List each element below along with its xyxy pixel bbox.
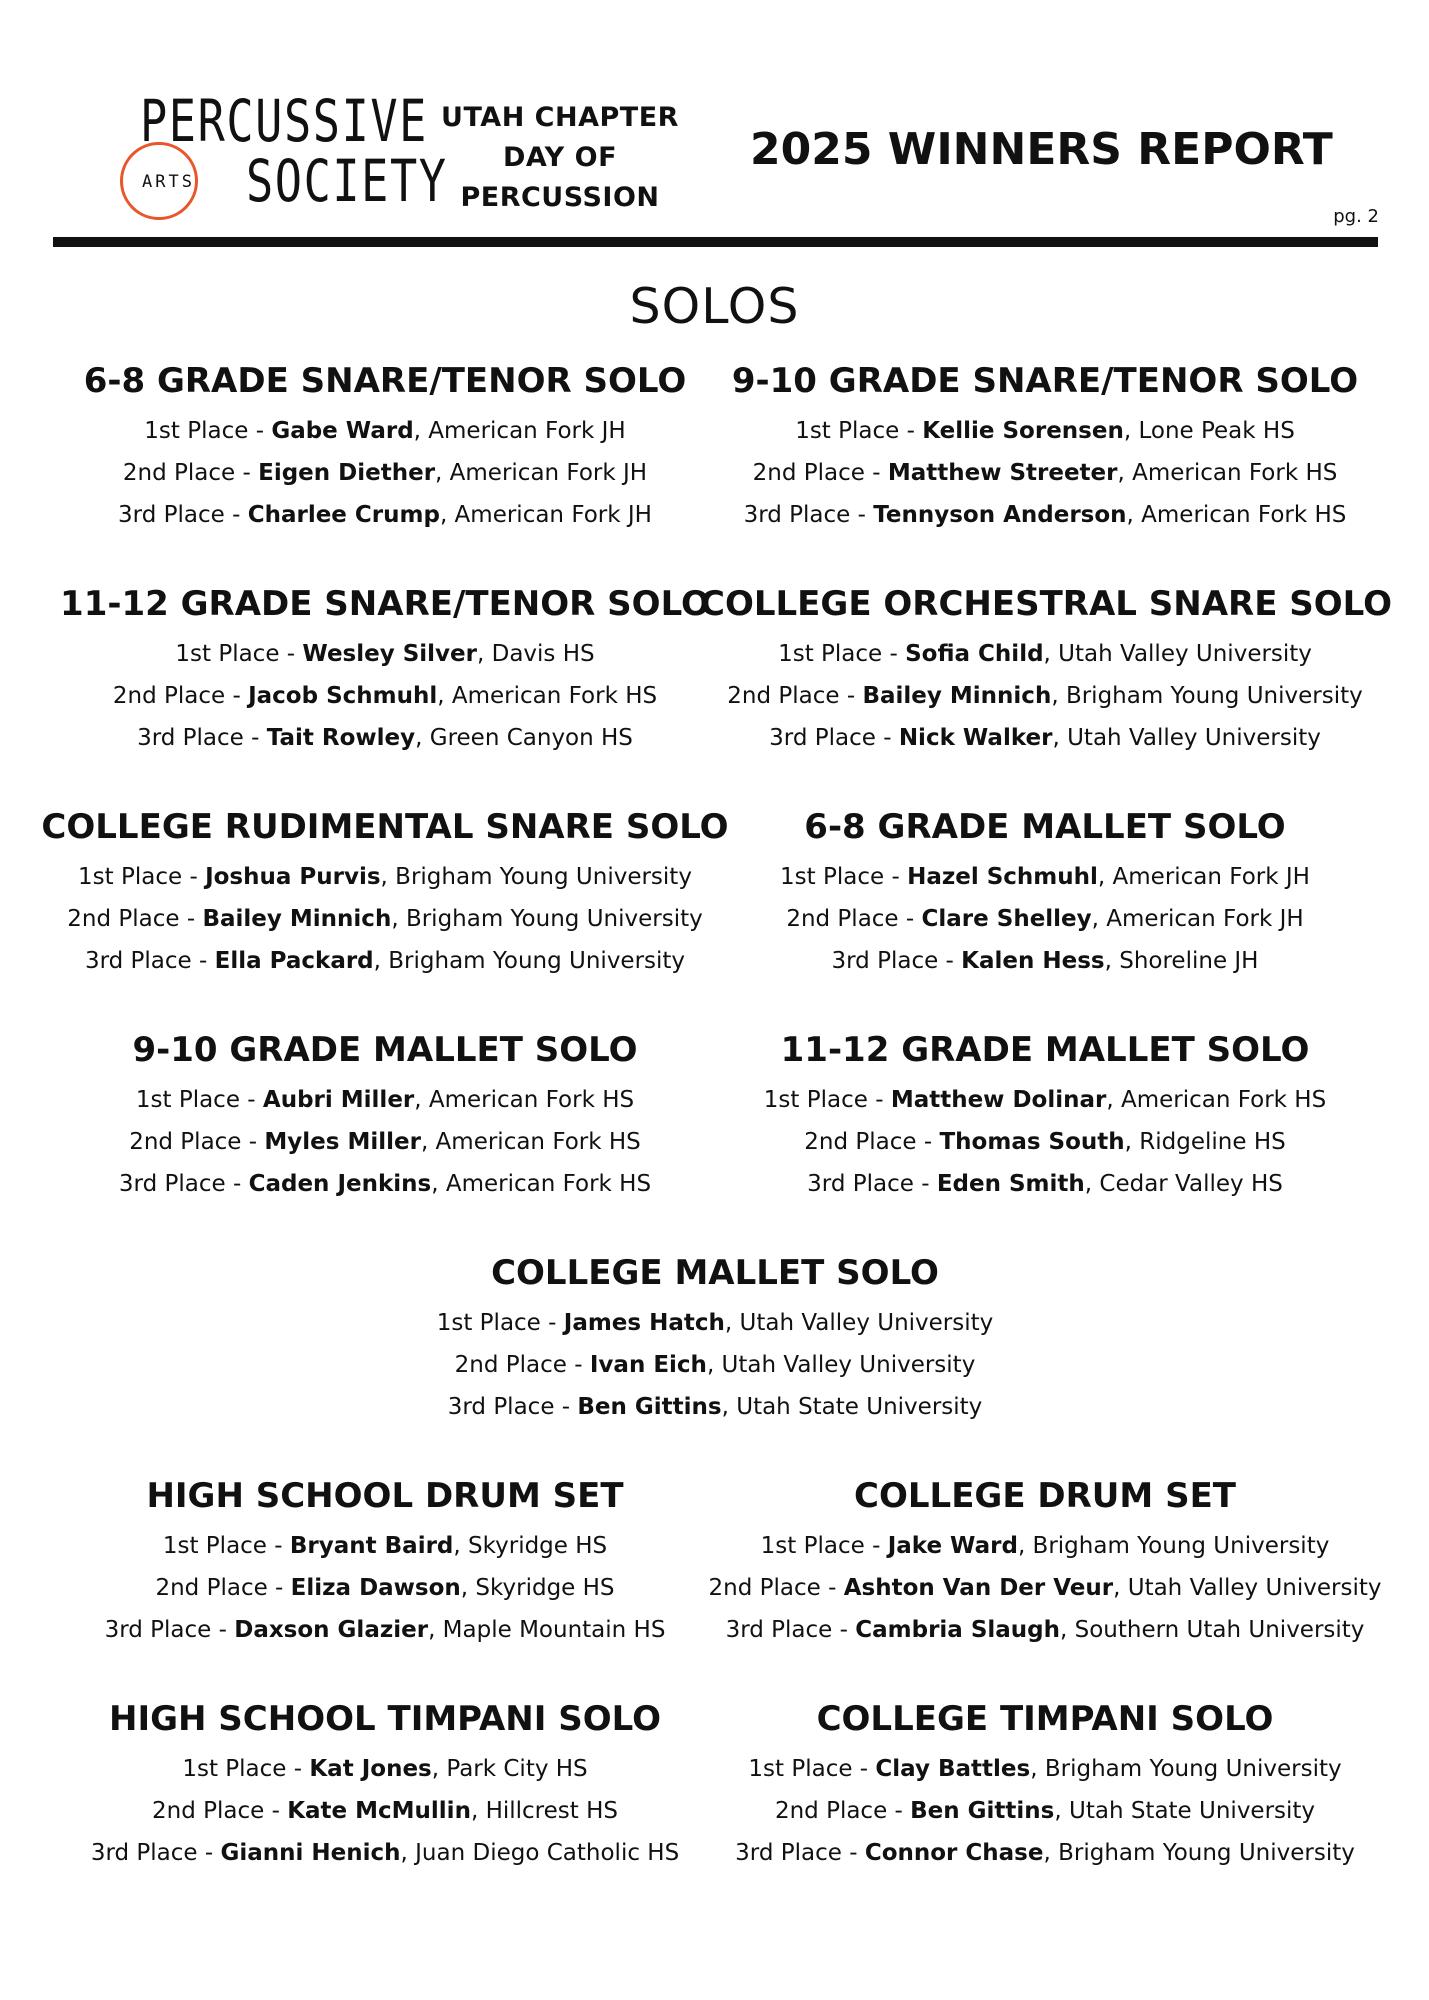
result-school: , American Fork HS [437,683,658,709]
result-name: Jake Ward [887,1533,1018,1559]
result-row [40,717,730,759]
result-row [40,1748,730,1790]
result-row [700,494,1390,536]
result-row [700,1790,1390,1832]
result-name: Nick Walker [898,725,1053,751]
result-row [700,1079,1390,1121]
category-title: HIGH SCHOOL DRUM SET [146,1476,624,1516]
result-place: 3rd Place - [118,502,248,528]
result-place: 3rd Place - [104,1617,235,1643]
category-title: COLLEGE DRUM SET [854,1476,1236,1516]
result-row [700,1525,1390,1567]
result-name: Tait Rowley [266,725,416,751]
result-place: 2nd Place - [804,1129,940,1155]
result-place: 1st Place - [78,864,206,890]
category-block [700,1029,1390,1205]
result-row [700,452,1390,494]
pas-logo [120,87,448,232]
result-row [370,1344,1060,1386]
result-row [40,1079,730,1121]
result-school: , American Fork HS [1126,502,1347,528]
result-name: Eliza Dawson [290,1575,461,1601]
result-place: 1st Place - [748,1756,876,1782]
result-place: 1st Place - [795,418,923,444]
result-place: 3rd Place - [743,502,874,528]
result-place: 1st Place - [135,1087,263,1113]
result-school: , Brigham Young University [1017,1533,1330,1559]
result-school: , American Fork HS [420,1129,641,1155]
category-block [700,806,1390,982]
result-school: , Southern Utah University [1060,1617,1365,1643]
result-row [700,856,1390,898]
result-school: , American Fork JH [1097,864,1310,890]
result-name: Bailey Minnich [202,906,392,932]
result-school: , Skyridge HS [453,1533,608,1559]
result-school: , Skyridge HS [460,1575,615,1601]
chapter-title [430,98,690,218]
result-name: Ella Packard [214,948,374,974]
result-name: Wesley Silver [302,641,477,667]
result-name: Matthew Streeter [887,460,1118,486]
result-place: 3rd Place - [735,1840,865,1866]
result-row [40,633,730,675]
result-place: 2nd Place - [752,460,888,486]
result-row [40,1567,730,1609]
result-row [40,940,730,982]
category-title: HIGH SCHOOL TIMPANI SOLO [109,1699,661,1739]
result-name: Tennyson Anderson [873,502,1127,528]
result-row [40,1609,730,1651]
result-row [700,633,1390,675]
category-block [40,1475,730,1651]
category-block [40,583,730,759]
result-school: , Juan Diego Catholic HS [400,1840,680,1866]
result-school: , Brigham Young University [1051,683,1363,709]
result-row [700,1567,1390,1609]
result-row [40,410,730,452]
result-school: , Park City HS [431,1756,588,1782]
result-place: 2nd Place - [67,906,203,932]
result-school: , Cedar Valley HS [1084,1171,1283,1197]
result-place: 3rd Place - [725,1617,856,1643]
chapter-line: DAY OF [502,142,618,173]
result-school: , American Fork HS [1117,460,1338,486]
result-place: 1st Place - [763,1087,891,1113]
result-school: , Hillcrest HS [470,1798,618,1824]
result-school: , Davis HS [477,641,595,667]
result-name: Ashton Van Der Veur [843,1575,1114,1601]
result-place: 1st Place - [162,1533,290,1559]
result-place: 1st Place - [144,418,272,444]
result-row [700,1832,1390,1874]
result-school: , Utah Valley University [1043,641,1312,667]
result-place: 1st Place - [182,1756,310,1782]
category-title: COLLEGE TIMPANI SOLO [816,1699,1274,1739]
category-title: 9-10 GRADE MALLET SOLO [132,1030,638,1070]
result-school: , Utah State University [721,1394,983,1420]
result-name: Kate McMullin [287,1798,471,1824]
result-row [700,1163,1390,1205]
logo-word-society: SOCIETY [246,147,448,215]
category-title: 11-12 GRADE MALLET SOLO [780,1030,1310,1070]
result-name: Daxson Glazier [234,1617,429,1643]
result-row [40,898,730,940]
result-row [40,1121,730,1163]
result-school: , Brigham Young University [391,906,703,932]
result-row [40,452,730,494]
category-block [700,1698,1390,1874]
result-school: , American Fork HS [414,1087,635,1113]
result-school: , Lone Peak HS [1123,418,1295,444]
result-name: Kalen Hess [961,948,1105,974]
category-title: COLLEGE ORCHESTRAL SNARE SOLO [700,584,1393,624]
result-place: 3rd Place - [84,948,215,974]
category-title: 11-12 GRADE SNARE/TENOR SOLO [60,584,710,624]
category-title: COLLEGE RUDIMENTAL SNARE SOLO [41,807,729,847]
result-school: , Utah Valley University [706,1352,976,1378]
result-name: Aubri Miller [262,1087,415,1113]
result-row [40,1832,730,1874]
result-place: 2nd Place - [122,460,259,486]
result-row [370,1302,1060,1344]
result-school: , American Fork JH [439,502,652,528]
result-place: 2nd Place - [727,683,863,709]
result-row [40,494,730,536]
result-name: Gianni Henich [220,1840,401,1866]
result-place: 1st Place - [436,1310,564,1336]
category-block [40,360,730,536]
category-title: COLLEGE MALLET SOLO [491,1253,939,1293]
result-school: , Brigham Young University [1030,1756,1342,1782]
result-place: 3rd Place - [831,948,962,974]
result-row [700,898,1390,940]
result-name: Charlee Crump [247,502,440,528]
result-name: Ivan Eich [589,1352,707,1378]
result-school: , Green Canyon HS [415,725,633,751]
result-name: Ben Gittins [910,1798,1055,1824]
result-place: 1st Place - [175,641,303,667]
result-name: Sofia Child [905,641,1044,667]
result-school: , Utah Valley University [1113,1575,1382,1601]
result-row [40,856,730,898]
result-name: Cambria Slaugh [855,1617,1060,1643]
category-title: 6-8 GRADE MALLET SOLO [804,807,1286,847]
category-block [370,1252,1060,1428]
result-row [700,410,1390,452]
result-school: , Utah Valley University [724,1310,994,1336]
result-school: , Utah Valley University [1052,725,1321,751]
result-row [40,675,730,717]
result-place: 3rd Place - [118,1171,249,1197]
result-place: 3rd Place - [447,1394,578,1420]
result-school: , Brigham Young University [1043,1840,1355,1866]
result-place: 1st Place - [760,1533,888,1559]
category-title: 6-8 GRADE SNARE/TENOR SOLO [83,361,687,401]
result-row [40,1790,730,1832]
result-school: , Shoreline JH [1104,948,1259,974]
result-name: Ben Gittins [577,1394,722,1420]
result-row [40,1163,730,1205]
page-number: pg. 2 [1333,206,1379,227]
chapter-line: UTAH CHAPTER [441,102,679,133]
result-name: Jacob Schmuhl [248,683,438,709]
result-name: Clay Battles [875,1756,1031,1782]
result-row [700,717,1390,759]
result-school: , American Fork HS [431,1171,652,1197]
category-block [700,1475,1390,1651]
result-school: , Brigham Young University [380,864,692,890]
logo-word-arts: ARTS [142,172,195,192]
result-place: 1st Place - [780,864,908,890]
result-place: 2nd Place - [454,1352,590,1378]
category-block [40,1698,730,1874]
result-place: 2nd Place - [151,1798,288,1824]
result-place: 1st Place - [778,641,906,667]
result-school: , Maple Mountain HS [428,1617,666,1643]
result-place: 2nd Place - [129,1129,265,1155]
result-school: , American Fork JH [435,460,648,486]
result-school: , American Fork JH [1091,906,1304,932]
section-title: SOLOS [629,278,800,335]
result-name: Caden Jenkins [248,1171,432,1197]
result-place: 2nd Place - [708,1575,844,1601]
result-name: Hazel Schmuhl [907,864,1098,890]
result-name: Gabe Ward [271,418,414,444]
result-row [40,1525,730,1567]
result-school: , Utah State University [1054,1798,1316,1824]
result-row [370,1386,1060,1428]
report-title: 2025 WINNERS REPORT [750,124,1333,175]
result-name: Eigen Diether [258,460,436,486]
result-name: Matthew Dolinar [890,1087,1107,1113]
result-place: 3rd Place - [90,1840,221,1866]
result-name: James Hatch [563,1310,725,1336]
category-block [40,1029,730,1205]
result-name: Eden Smith [936,1171,1085,1197]
result-school: , Ridgeline HS [1124,1129,1286,1155]
result-row [700,1609,1390,1651]
result-name: Connor Chase [864,1840,1044,1866]
category-block [700,360,1390,536]
header-divider [53,237,1378,247]
result-place: 2nd Place - [112,683,249,709]
result-name: Kellie Sorensen [922,418,1124,444]
result-name: Bailey Minnich [862,683,1052,709]
result-place: 3rd Place - [807,1171,937,1197]
result-row [700,940,1390,982]
chapter-line: PERCUSSION [460,182,660,213]
result-row [700,675,1390,717]
result-school: , Brigham Young University [373,948,686,974]
result-school: , American Fork HS [1106,1087,1327,1113]
result-place: 2nd Place - [786,906,922,932]
result-name: Thomas South [939,1129,1125,1155]
result-name: Myles Miller [264,1129,421,1155]
category-block [700,583,1393,759]
result-place: 3rd Place - [769,725,899,751]
result-name: Joshua Purvis [205,864,381,890]
result-name: Bryant Baird [289,1533,454,1559]
header [0,0,1429,250]
category-block [40,806,730,982]
result-row [700,1121,1390,1163]
result-row [700,1748,1390,1790]
category-title: 9-10 GRADE SNARE/TENOR SOLO [731,361,1359,401]
result-place: 3rd Place - [137,725,267,751]
logo-word-percussive: PERCUSSIVE [140,87,428,155]
result-place: 2nd Place - [774,1798,911,1824]
result-name: Clare Shelley [921,906,1092,932]
result-name: Kat Jones [309,1756,432,1782]
result-school: , American Fork JH [413,418,626,444]
result-place: 2nd Place - [155,1575,291,1601]
